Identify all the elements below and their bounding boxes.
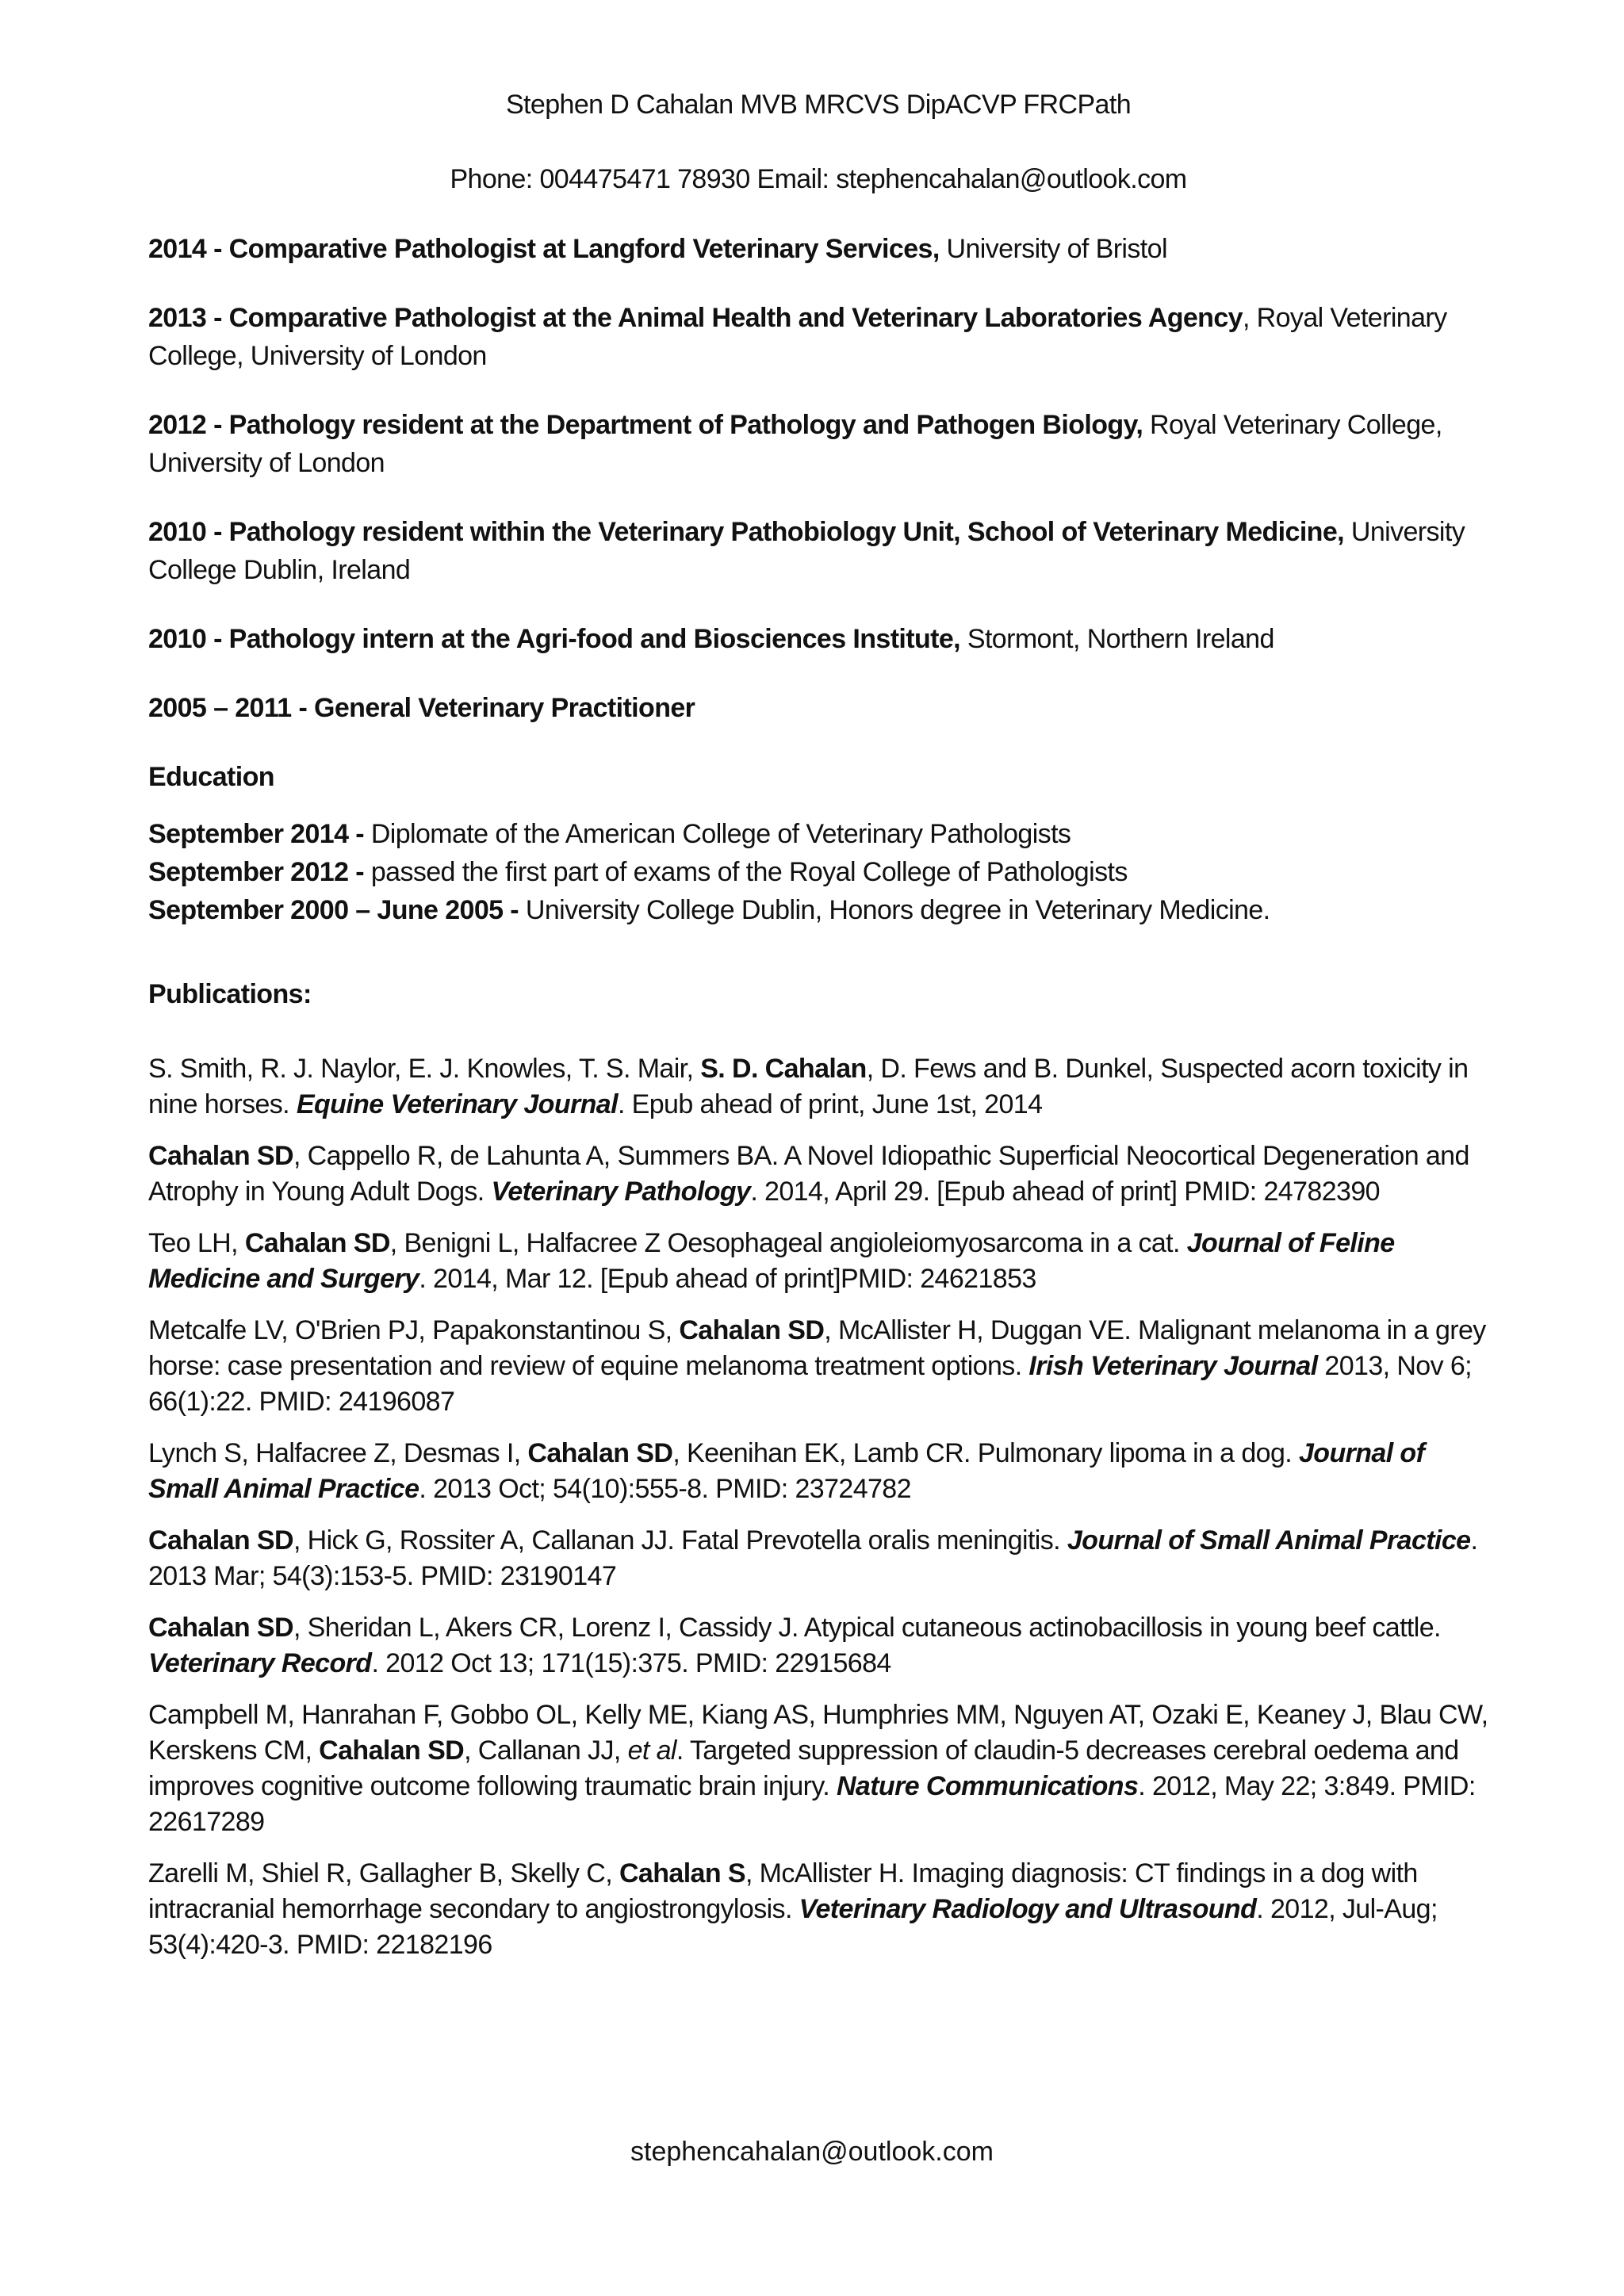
experience-list bbox=[148, 230, 1488, 727]
contact-line: Phone: 004475471 78930 Email: stephencahalan@outlook.com bbox=[450, 164, 1187, 194]
experience-title: 2010 - Pathology intern at the Agri-food and Biosciences Institute, bbox=[148, 624, 961, 654]
pub-title: , McAllister H. Imaging diagnosis: CT findings in a dog with intracranial hemorrhage secondary to angiostrongylosis. bbox=[148, 1858, 1418, 1924]
pub-journal: Journal of Small Animal Practice bbox=[1067, 1525, 1471, 1556]
pub-citation: . 2014, April 29. [Epub ahead of print] PMID: 24782390 bbox=[750, 1177, 1380, 1207]
publications-list bbox=[148, 1051, 1488, 1963]
pub-journal: Veterinary Radiology and Ultrasound bbox=[799, 1894, 1257, 1924]
experience-title: 2014 - Comparative Pathologist at Langford Veterinary Services, bbox=[148, 234, 940, 264]
pub-title: , D. Fews and B. Dunkel, Suspected acorn toxicity in nine horses. bbox=[148, 1054, 1469, 1119]
pub-title: . Targeted suppression of claudin-5 decreases cerebral oedema and improves cognitive outcome following traumatic brain injury. bbox=[148, 1735, 1459, 1801]
pub-authors: S. Smith, R. J. Naylor, E. J. Knowles, T. S. Mair, bbox=[148, 1054, 701, 1084]
publication-item bbox=[148, 1697, 1488, 1840]
pub-author-highlight: Cahalan S bbox=[619, 1858, 745, 1888]
pub-citation: . 2014, Mar 12. [Epub ahead of print]PMID: 24621853 bbox=[419, 1264, 1036, 1294]
pub-journal: Equine Veterinary Journal bbox=[296, 1089, 618, 1119]
publication-item bbox=[148, 1856, 1488, 1963]
pub-authors: Campbell M, Hanrahan F, Gobbo OL, Kelly ME, Kiang AS, Humphries MM, Nguyen AT, Ozaki E, Keaney J, Blau CW, Kerskens CM, bbox=[148, 1700, 1488, 1766]
pub-authors: Lynch S, Halfacree Z, Desmas I, bbox=[148, 1438, 528, 1468]
experience-org: Royal Veterinary College, University of London bbox=[148, 410, 1442, 478]
experience-title: 2012 - Pathology resident at the Department of Pathology and Pathogen Biology, bbox=[148, 410, 1143, 440]
pub-journal: Veterinary Pathology bbox=[491, 1177, 751, 1207]
pub-citation: . Epub ahead of print, June 1st, 2014 bbox=[617, 1089, 1043, 1119]
experience-item bbox=[148, 299, 1488, 375]
publication-item bbox=[148, 1138, 1488, 1210]
pub-journal: Irish Veterinary Journal bbox=[1028, 1351, 1318, 1381]
pub-journal: Nature Communications bbox=[836, 1771, 1139, 1801]
experience-title: 2013 - Comparative Pathologist at the Animal Health and Veterinary Laboratories Agency bbox=[148, 303, 1243, 333]
experience-item bbox=[148, 230, 1488, 268]
pub-journal: Veterinary Record bbox=[148, 1648, 372, 1678]
pub-title: , Hick G, Rossiter A, Callanan JJ. Fatal Prevotella oralis meningitis. bbox=[293, 1525, 1067, 1556]
education-date: September 2012 - bbox=[148, 857, 371, 887]
publication-item bbox=[148, 1436, 1488, 1507]
pub-citation: . 2012, Jul-Aug; 53(4):420-3. PMID: 22182196 bbox=[148, 1894, 1438, 1960]
cv-name: Stephen D Cahalan MVB MRCVS DipACVP FRCPath bbox=[505, 90, 1132, 120]
pub-journal: Journal of Small Animal Practice bbox=[148, 1438, 1425, 1504]
experience-item bbox=[148, 406, 1488, 482]
education-heading: Education bbox=[148, 762, 274, 792]
experience-item bbox=[148, 620, 1488, 658]
publication-item bbox=[148, 1523, 1488, 1594]
pub-author-highlight: Cahalan SD bbox=[148, 1141, 293, 1171]
education-desc: University College Dublin, Honors degree in Veterinary Medicine. bbox=[525, 895, 1270, 925]
pub-citation: . 2012, May 22; 3:849. PMID: 22617289 bbox=[148, 1771, 1476, 1837]
experience-org: Stormont, Northern Ireland bbox=[960, 624, 1274, 654]
education-date: September 2000 – June 2005 - bbox=[148, 895, 526, 925]
experience-org: University College Dublin, Ireland bbox=[148, 517, 1465, 585]
experience-org: , Royal Veterinary College, University of London bbox=[148, 303, 1447, 371]
education-desc: Diplomate of the American College of Veterinary Pathologists bbox=[370, 819, 1071, 849]
pub-authors: Teo LH, bbox=[148, 1228, 245, 1258]
footer-email: stephencahalan@outlook.com bbox=[630, 2137, 994, 2167]
pub-author-highlight: Cahalan SD bbox=[527, 1438, 673, 1468]
pub-author-highlight: Cahalan SD bbox=[148, 1525, 293, 1556]
pub-author-highlight: Cahalan SD bbox=[244, 1228, 390, 1258]
education-desc: passed the first part of exams of the Royal College of Pathologists bbox=[370, 857, 1128, 887]
pub-authors: Metcalfe LV, O'Brien PJ, Papakonstantinou S, bbox=[148, 1315, 680, 1345]
education-item bbox=[148, 853, 1488, 891]
publication-item bbox=[148, 1313, 1488, 1420]
pub-authors: Zarelli M, Shiel R, Gallagher B, Skelly C, bbox=[148, 1858, 619, 1888]
experience-item bbox=[148, 513, 1488, 589]
pub-citation: . 2013 Oct; 54(10):555-8. PMID: 23724782 bbox=[419, 1474, 911, 1504]
education-item bbox=[148, 815, 1488, 853]
publications-heading: Publications: bbox=[148, 979, 312, 1009]
experience-title: 2005 – 2011 - General Veterinary Practitioner bbox=[148, 693, 695, 723]
pub-author-highlight: Cahalan SD bbox=[319, 1735, 465, 1766]
education-item bbox=[148, 891, 1488, 929]
pub-citation: . 2013 Mar; 54(3):153-5. PMID: 23190147 bbox=[148, 1525, 1478, 1591]
experience-title: 2010 - Pathology resident within the Veterinary Pathobiology Unit, School of Veterinary Medicine, bbox=[148, 517, 1345, 547]
publication-item bbox=[148, 1226, 1488, 1297]
education-list bbox=[148, 815, 1488, 929]
cv-page bbox=[148, 86, 1488, 1979]
pub-title: , Benigni L, Halfacree Z Oesophageal angioleiomyosarcoma in a cat. bbox=[389, 1228, 1187, 1258]
pub-title: , Cappello R, de Lahunta A, Summers BA. A Novel Idiopathic Superficial Neocortical Degeneration and Atrophy in Young Adult Dogs. bbox=[148, 1141, 1469, 1207]
pub-et-al: et al bbox=[627, 1735, 676, 1766]
education-date: September 2014 - bbox=[148, 819, 371, 849]
pub-author-highlight: S. D. Cahalan bbox=[700, 1054, 867, 1084]
pub-author-highlight: Cahalan SD bbox=[148, 1613, 293, 1643]
pub-authors-cont: , Callanan JJ, bbox=[464, 1735, 628, 1766]
pub-author-highlight: Cahalan SD bbox=[679, 1315, 825, 1345]
experience-item bbox=[148, 689, 1488, 727]
pub-title: , McAllister H, Duggan VE. Malignant melanoma in a grey horse: case presentation and review of equine melanoma treatment options. bbox=[148, 1315, 1486, 1381]
pub-journal: Journal of Feline Medicine and Surgery bbox=[148, 1228, 1395, 1294]
publication-item bbox=[148, 1051, 1488, 1123]
pub-title: , Keenihan EK, Lamb CR. Pulmonary lipoma in a dog. bbox=[672, 1438, 1299, 1468]
experience-org: University of Bristol bbox=[939, 234, 1167, 264]
pub-title: , Sheridan L, Akers CR, Lorenz I, Cassidy J. Atypical cutaneous actinobacillosis in young beef cattle. bbox=[293, 1613, 1441, 1643]
pub-citation: 2013, Nov 6; 66(1):22. PMID: 24196087 bbox=[148, 1351, 1472, 1417]
publication-item bbox=[148, 1610, 1488, 1682]
pub-citation: . 2012 Oct 13; 171(15):375. PMID: 22915684 bbox=[371, 1648, 891, 1678]
